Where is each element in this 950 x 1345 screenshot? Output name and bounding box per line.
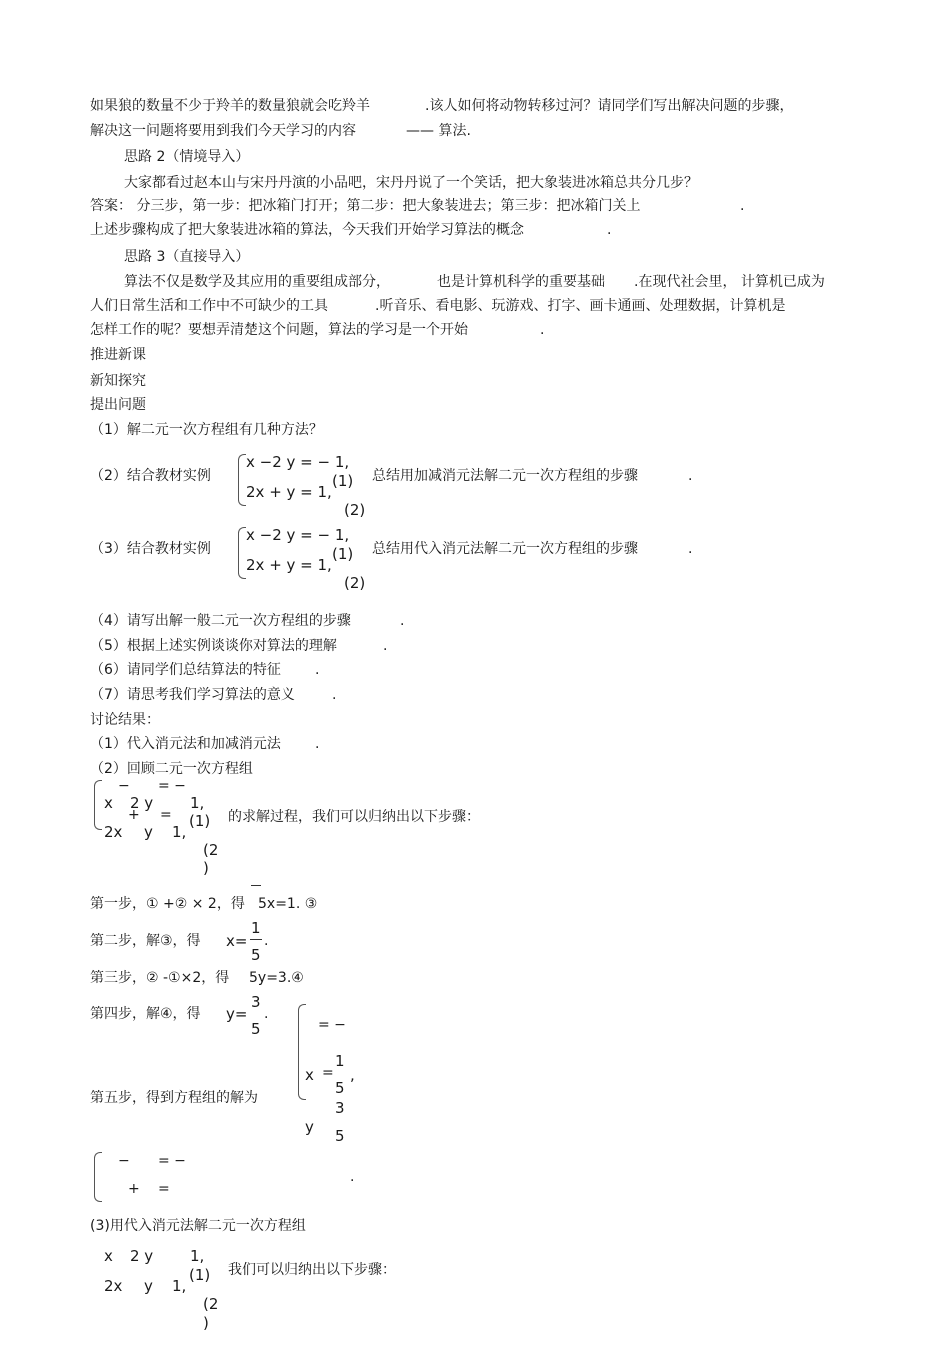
question-6-dot: . [315, 662, 320, 678]
fragment-brace [94, 1152, 102, 1202]
solution-den-2: 5 [335, 1127, 345, 1145]
question-2-dot: . [688, 468, 693, 484]
idea3-line-2a: 人们日常生活和工作中不可缺少的工具 [90, 298, 328, 314]
step-2: 第二步，解③，得 [90, 933, 201, 949]
solution-brace [298, 1004, 306, 1100]
system-equals: = [160, 807, 172, 823]
step-1-equation: 5x=1. ③ [258, 896, 318, 912]
system-tag-1: (1) [332, 472, 354, 490]
idea2-paragraph-2: 上述步骤构成了把大象装进冰箱的算法，今天我们开始学习算法的概念 [90, 222, 524, 238]
system-x: x [104, 794, 113, 812]
solution-comma: , [350, 1066, 355, 1084]
system-row-2: 2x + y = 1, [246, 556, 332, 574]
idea2-title: 思路 2（情境导入） [124, 149, 250, 165]
system-tag-2: (2) [344, 501, 366, 519]
idea3-line-1b: 也是计算机科学的重要基础 [437, 274, 605, 290]
intro-line-1b: .该人如何将动物转移过河？请同学们写出解决问题的步骤， [425, 98, 794, 114]
part-3-one-b: 1, [172, 1277, 187, 1295]
idea3-line-1c: .在现代社会里， 计算机已成为 [634, 274, 825, 290]
part-3-title: (3)用代入消元法解二元一次方程组 [90, 1218, 306, 1234]
part-3-y: y [144, 1277, 153, 1295]
question-4-dot: . [400, 613, 405, 629]
fraction-bar [250, 939, 262, 940]
idea2-paragraph: 大家都看过赵本山与宋丹丹演的小品吧，宋丹丹说了一个笑话，把大象装进冰箱总共分几步？ [124, 175, 698, 191]
heading-explore: 新知探究 [90, 373, 146, 389]
system-brace [238, 527, 246, 579]
solution-den-1: 5 [335, 1079, 345, 1097]
result-1-dot: . [315, 736, 320, 752]
part-3-one: 1, [190, 1247, 205, 1265]
question-3: （3）结合教材实例 [90, 541, 211, 557]
question-1: （1）解二元一次方程组有几种方法？ [90, 422, 323, 438]
system-minus: − [118, 778, 130, 794]
intro-line-2a: 解决这一问题将要用到我们今天学习的内容 [90, 123, 356, 139]
question-5-dot: . [383, 638, 388, 654]
system-tag-1: (1) [332, 545, 354, 563]
results-title: 讨论结果： [90, 712, 160, 728]
idea2-answer: 答案： 分三步，第一步：把冰箱门打开；第二步：把大象装进去；第三步：把冰箱门关上 [90, 198, 641, 214]
solution-num-1: 1 [335, 1052, 345, 1070]
idea3-line-2b: .听音乐、看电影、玩游戏、打字、画卡通画、处理数据，计算机是 [375, 298, 786, 314]
step-2-x: x= [226, 932, 248, 950]
result-2-tail: 的求解过程，我们可以归纳出以下步骤： [228, 809, 480, 825]
system-one: 1, [190, 794, 205, 812]
part-3-x: x [104, 1247, 113, 1265]
idea3-line-3a: 怎样工作的呢？要想弄清楚这个问题，算法的学习是一个开始 [90, 322, 468, 338]
step-3: 第三步，② -①×2，得 [90, 970, 230, 986]
part-3-2y: 2 y [130, 1247, 154, 1265]
idea2-paragraph-2-end: . [607, 222, 612, 238]
system-brace [238, 454, 246, 506]
step-4-denominator: 5 [251, 1020, 261, 1038]
system-tag-2: (2) [344, 574, 366, 592]
system-row-1: x −2 y = − 1, [246, 526, 350, 544]
question-3-tail: 总结用代入消元法解二元一次方程组的步骤 [372, 541, 638, 557]
solution-x: x [305, 1066, 314, 1084]
solution-equals-minus: = − [318, 1017, 346, 1033]
step-2-denominator: 5 [251, 946, 261, 964]
overline-mark [251, 885, 261, 886]
system-tag-1: (1) [189, 812, 211, 830]
intro-line-1a: 如果狼的数量不少于羚羊的数量狼就会吃羚羊 [90, 98, 370, 114]
step-2-end: . [264, 933, 269, 949]
step-4-y: y= [226, 1005, 248, 1023]
question-6: （6）请同学们总结算法的特征 [90, 662, 281, 678]
solution-equals: = [322, 1065, 334, 1081]
fragment-minus: − [118, 1153, 130, 1169]
question-2-tail: 总结用加减消元法解二元一次方程组的步骤 [372, 468, 638, 484]
part-3-2x: 2x [104, 1277, 123, 1295]
result-2: （2）回顾二元一次方程组 [90, 761, 253, 777]
system-tag-2b: ) [203, 859, 209, 877]
system-row-1: x −2 y = − 1, [246, 453, 350, 471]
system-y: y [144, 823, 153, 841]
question-2: （2）结合教材实例 [90, 468, 211, 484]
question-7: （7）请思考我们学习算法的意义 [90, 687, 295, 703]
system-equals-minus: = − [158, 778, 186, 794]
question-7-dot: . [332, 687, 337, 703]
solution-y: y [305, 1118, 314, 1136]
step-1: 第一步，① +② × 2，得 [90, 896, 245, 912]
question-4: （4）请写出解一般二元一次方程组的步骤 [90, 613, 351, 629]
fragment-plus: + [128, 1181, 140, 1197]
system-2x: 2x [104, 823, 123, 841]
idea3-line-1a: 算法不仅是数学及其应用的重要组成部分， [124, 274, 390, 290]
step-4-numerator: 3 [251, 993, 261, 1011]
step-4: 第四步，解④，得 [90, 1006, 201, 1022]
step-2-numerator: 1 [251, 919, 261, 937]
system-tag-2a: (2 [203, 841, 219, 859]
part-3-tag-1: (1) [189, 1266, 211, 1284]
idea3-line-3b: . [540, 322, 545, 338]
step-3-equation: 5y=3.④ [249, 970, 304, 986]
part-3-tag-2b: ) [203, 1314, 209, 1332]
result-1: （1）代入消元法和加减消元法 [90, 736, 281, 752]
fragment-end: . [350, 1169, 355, 1185]
heading-advance: 推进新课 [90, 347, 146, 363]
question-3-dot: . [688, 541, 693, 557]
heading-questions: 提出问题 [90, 397, 146, 413]
question-5: （5）根据上述实例谈谈你对算法的理解 [90, 638, 337, 654]
system-one-b: 1, [172, 823, 187, 841]
system-2y: 2 y [130, 794, 154, 812]
fragment-equals-minus: = − [158, 1153, 186, 1169]
system-row-2: 2x + y = 1, [246, 483, 332, 501]
intro-line-2b: —— 算法. [406, 123, 471, 139]
idea2-answer-end: . [740, 198, 745, 214]
idea3-title: 思路 3（直接导入） [124, 249, 250, 265]
part-3-tag-2a: (2 [203, 1295, 219, 1313]
solution-num-2: 3 [335, 1099, 345, 1117]
system-brace [94, 780, 102, 830]
part-3-tail: 我们可以归纳出以下步骤： [228, 1262, 396, 1278]
step-5: 第五步，得到方程组的解为 [90, 1090, 258, 1106]
system-plus: + [128, 807, 140, 823]
step-4-end: . [264, 1006, 269, 1022]
fragment-equals: = [158, 1181, 170, 1197]
